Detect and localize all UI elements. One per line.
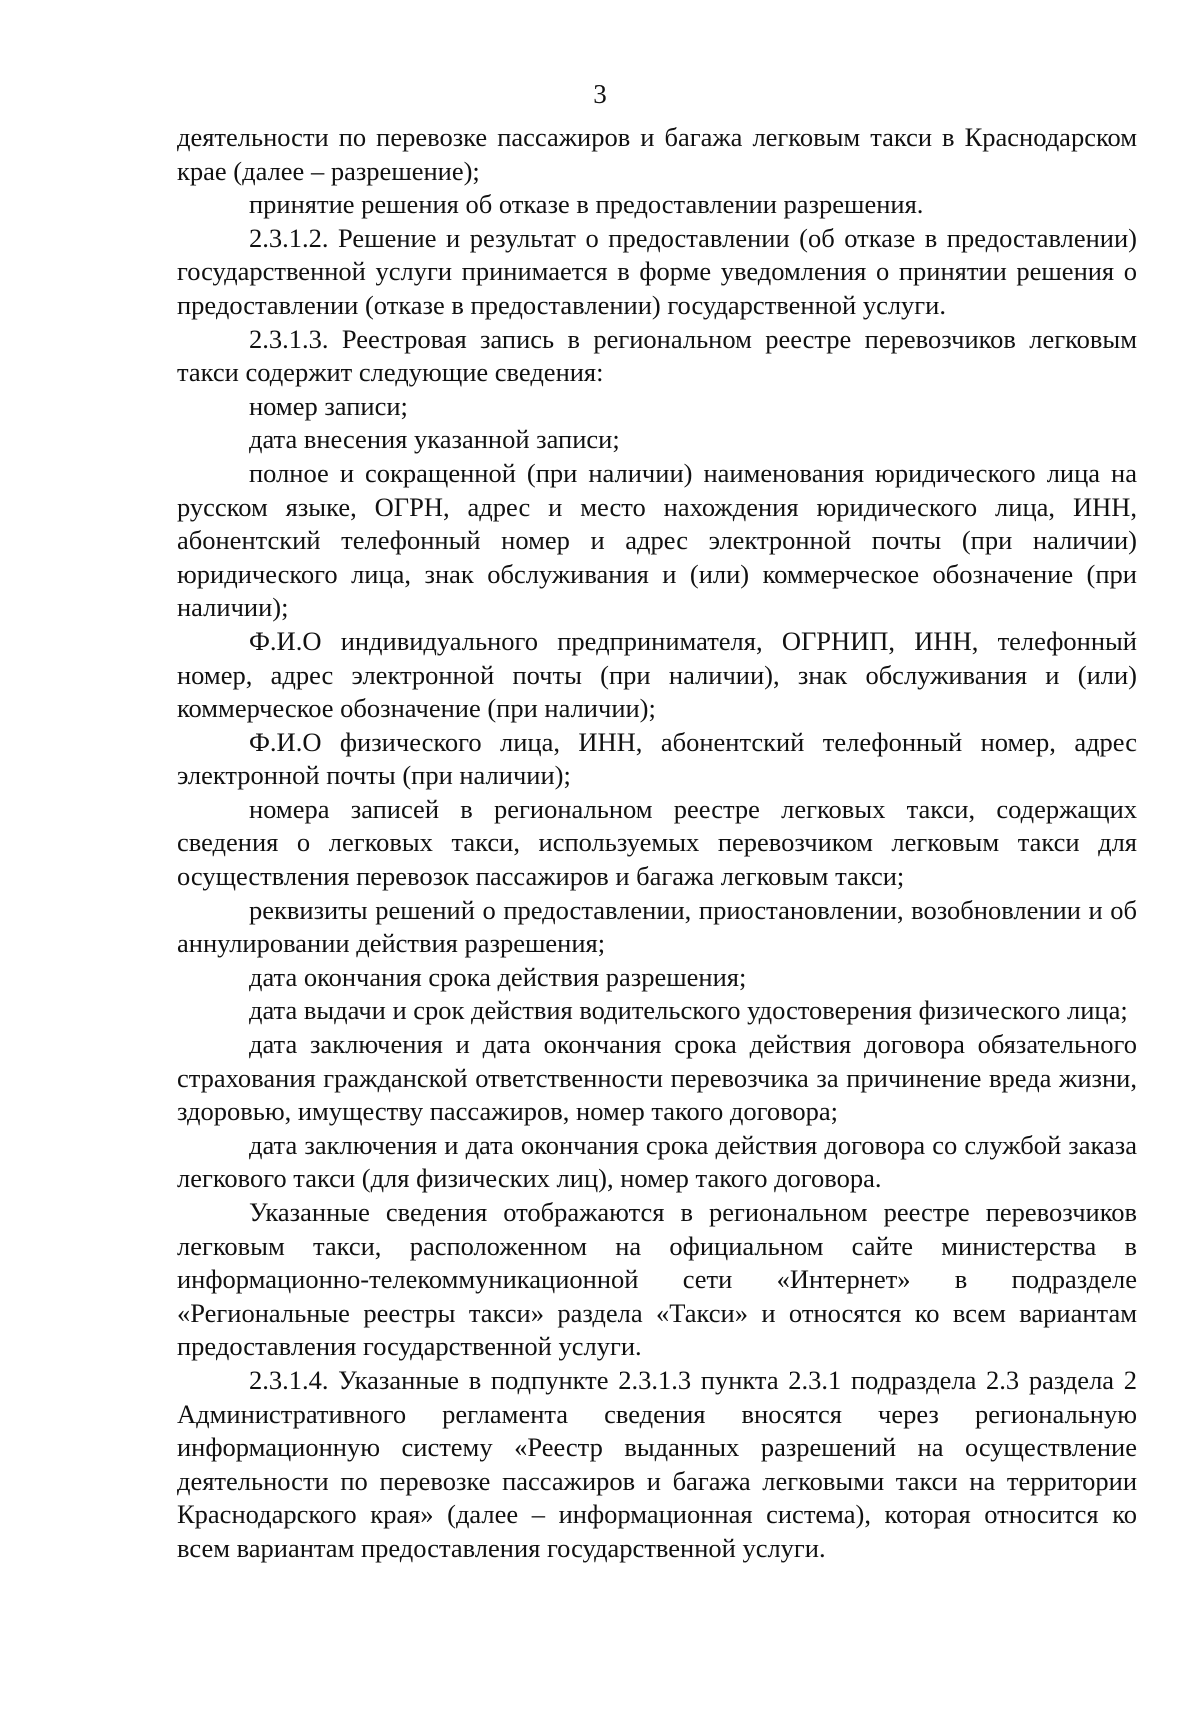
paragraph: 2.3.1.4. Указанные в подпункте 2.3.1.3 пункта 2.3.1 подраздела 2.3 раздела 2 Административного регламента сведения вносятся через региональную информационную систему «Реестр выданных разрешений на осуществление деятельности по перевозке пассажиров и багажа легковыми такси на территории Краснодарского края» (далее – информационная система), которая относится ко всем вариантам предоставления государственной услуги. (177, 1364, 1137, 1563)
paragraph: полное и сокращенной (при наличии) наименования юридического лица на русском языке, ОГРН, адрес и место нахождения юридического лица, ИНН, абонентский телефонный номер и адрес электронной почты (при наличии) юридического лица, знак обслуживания и (или) коммерческое обозначение (при наличии); (177, 457, 1137, 623)
paragraph: дата внесения указанной записи; (249, 424, 620, 455)
paragraph: номера записей в региональном реестре легковых такси, содержащих сведения о легковых такси, используемых перевозчиком легковым такси для осуществления перевозок пассажиров и багажа легковым такси; (177, 793, 1137, 892)
paragraph: Указанные сведения отображаются в региональном реестре перевозчиков легковым такси, расположенном на официальном сайте министерства в информационно-телекоммуникационной сети «Интернет» в подразделе «Региональные реестры такси» раздела «Такси» и относятся ко всем вариантам предоставления государственной услуги. (177, 1197, 1137, 1362)
paragraph: реквизиты решений о предоставлении, приостановлении, возобновлении и об аннулировании действия разрешения; (177, 894, 1137, 959)
paragraph: номер записи; (249, 390, 408, 421)
paragraph: дата заключения и дата окончания срока действия договора со службой заказа легкового такси (для физических лиц), номер такого договора. (177, 1129, 1137, 1194)
paragraph: дата окончания срока действия разрешения; (249, 961, 747, 992)
paragraph: деятельности по перевозке пассажиров и багажа легковым такси в Краснодарском крае (далее – разрешение); (177, 122, 1137, 186)
paragraph: Ф.И.О физического лица, ИНН, абонентский телефонный номер, адрес электронной почты (при наличии); (177, 726, 1137, 791)
page-number: 3 (593, 79, 607, 109)
paragraph: Ф.И.О индивидуального предпринимателя, ОГРНИП, ИНН, телефонный номер, адрес электронной почты (при наличии), знак обслуживания и (или) коммерческое обозначение (при наличии); (177, 625, 1137, 724)
paragraph: дата заключения и дата окончания срока действия договора обязательного страхования гражданской ответственности перевозчика за причинение вреда жизни, здоровью, имуществу пассажиров, номер такого договора; (177, 1029, 1137, 1127)
paragraph: принятие решения об отказе в предоставлении разрешения. (249, 189, 924, 220)
paragraph: 2.3.1.2. Решение и результат о предоставлении (об отказе в предоставлении) государственной услуги принимается в форме уведомления о принятии решения о предоставлении (отказе в предоставлении) государственной услуги. (177, 222, 1137, 320)
paragraph: 2.3.1.3. Реестровая запись в региональном реестре перевозчиков легковым такси содержит следующие сведения: (177, 323, 1137, 388)
paragraph: дата выдачи и срок действия водительского удостоверения физического лица; (249, 995, 1128, 1026)
document-body (177, 121, 1137, 1566)
